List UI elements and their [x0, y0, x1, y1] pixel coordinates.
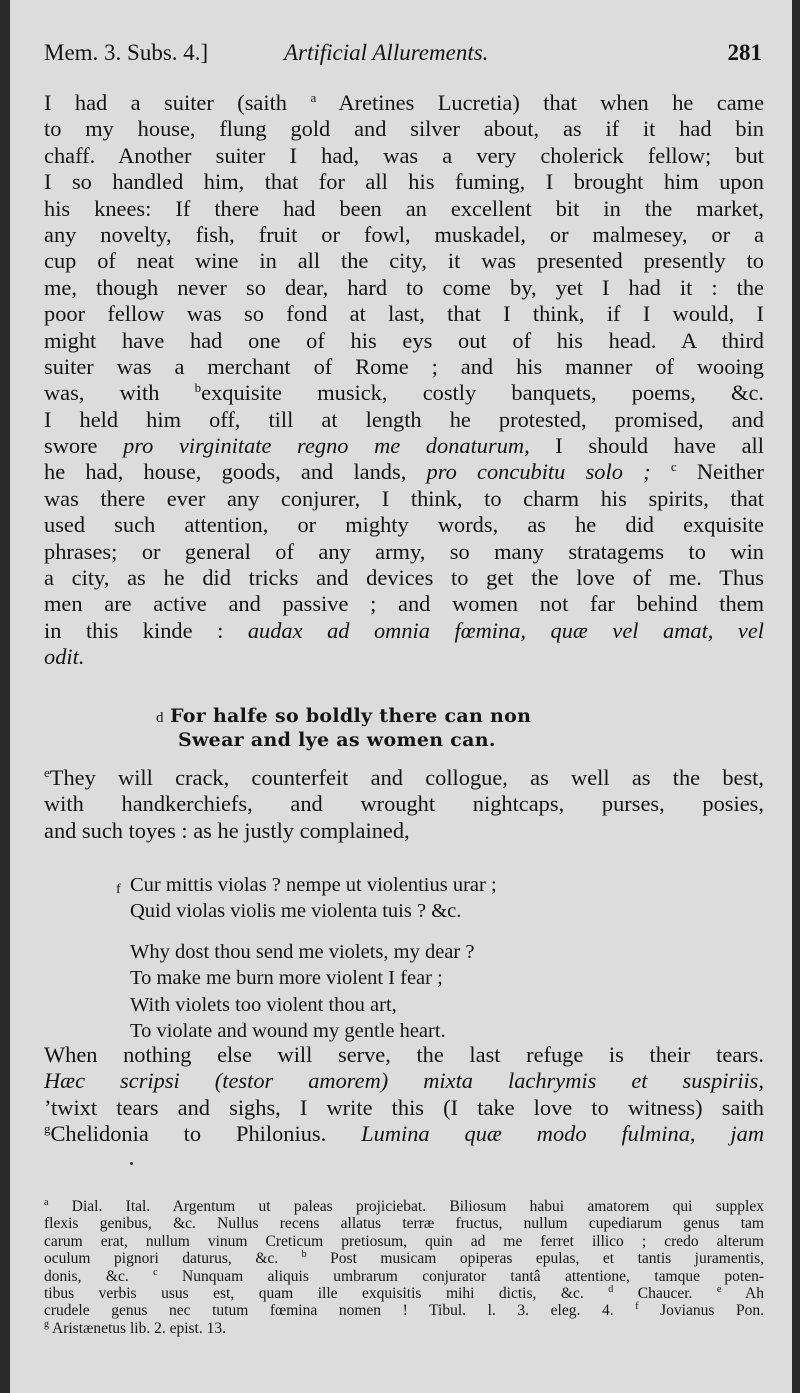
text-run: Chaucer. [613, 1284, 717, 1302]
text-run: was there ever any conjurer, I think, to charm his spirits, that [44, 485, 764, 511]
verse-english-3: With violets too violent thou art, [130, 993, 397, 1016]
footnote-line [44, 1215, 764, 1232]
page-number: 281 [727, 40, 762, 65]
verse-english-4: To violate and wound my gentle heart. [130, 1019, 446, 1042]
footnote-marker: e [44, 765, 50, 780]
text-line [44, 1095, 764, 1121]
text-line [44, 248, 764, 274]
italic-run: Lumina quæ modo fulmina, jam [361, 1121, 764, 1147]
text-run: with handkerchiefs, and wrought nightcaps, purses, posies, [44, 791, 764, 817]
footnote-marker: f [635, 1301, 639, 1313]
footnote-marker: c [670, 459, 677, 475]
text-run: Jovianus Pon. [638, 1302, 764, 1320]
text-run: I had a suiter (saith [44, 90, 311, 115]
verse-latin-1: Cur mittis violas ? nempe ut violentius urar ; [130, 874, 497, 896]
text-run: Neither [676, 459, 764, 485]
blackletter-line-1: For halfe so boldly there can non [170, 705, 532, 727]
text-run: donis, &c. [44, 1267, 154, 1285]
book-page [10, 0, 792, 1393]
text-run: his knees: If there had been an excellent bit in the market, [44, 195, 764, 221]
footnote-marker: b [194, 380, 202, 396]
text-run: I so handled him, that for all his fuming, I brought him upon [44, 169, 764, 195]
text-line [44, 380, 764, 406]
text-line [44, 512, 764, 538]
text-run: and such toyes : as he justly complained, [44, 817, 410, 843]
footnote-line [44, 1320, 764, 1337]
text-run: tibus verbis usus est, quam ille exquisitis mihi dictis, &c. [44, 1284, 609, 1302]
text-run: oculum pignori daturus, &c. [44, 1250, 302, 1268]
text-run: They will crack, counterfeit and collogue, as well as the best, [49, 765, 764, 790]
signature-dot [130, 1162, 133, 1165]
text-line [44, 565, 764, 591]
text-line [44, 222, 764, 248]
footnote-marker: a [44, 1197, 49, 1208]
text-run: poor fellow was so fond at last, that I think, if I would, I [44, 301, 764, 327]
text-line [44, 116, 764, 142]
text-run: phrases; or general of any army, so many stratagems to win [44, 538, 764, 564]
text-line [44, 169, 764, 195]
footnote-line [44, 1268, 764, 1285]
text-run: Nunquam aliquis umbrarum conjurator tantâ attentione, tamque poten- [157, 1267, 764, 1285]
text-run: cup of neat wine in all the city, it was presented presently to [44, 248, 764, 274]
text-line [44, 196, 764, 222]
text-run: me, though never so dear, hard to come by, yet I had it : the [44, 274, 764, 300]
text-run: Aretines Lucretia) that when he came [316, 90, 765, 115]
footnote-line [44, 1198, 764, 1215]
text-run: I held him off, till at length he protested, promised, and [44, 406, 764, 432]
text-line [44, 644, 764, 670]
text-line [44, 486, 764, 512]
section-reference: Mem. 3. Subs. 4.] [44, 40, 209, 65]
body-text-toyes [44, 765, 764, 844]
text-run: men are active and passive ; and women not far behind them [44, 591, 764, 617]
footnote-line [44, 1285, 764, 1302]
running-title: Artificial Allurements. [284, 40, 489, 65]
text-line [44, 591, 764, 617]
italic-run: pro virginitate regno me donaturum, [123, 433, 530, 459]
text-run: might have had one of his eys out of his head. A third [44, 327, 764, 353]
text-run: swore [44, 433, 124, 459]
text-run: Ah [721, 1284, 764, 1302]
footnote-marker-d: d [156, 710, 164, 726]
text-line [44, 1121, 764, 1147]
text-run: Chelidonia to Philonius. [50, 1121, 362, 1147]
footnote-marker: g [44, 1121, 51, 1137]
footnote-marker: e [716, 1283, 722, 1295]
text-run: Post musicam opiperas epulas, et tantis juramentis, [306, 1250, 764, 1268]
body-text-tears [44, 1042, 764, 1148]
text-run: he had, house, goods, and lands, [44, 459, 427, 485]
italic-run: pro concubitu solo ; [426, 459, 651, 485]
footnote-line [44, 1302, 764, 1319]
footnote-line [44, 1233, 764, 1250]
text-run: used such attention, or mighty words, as he did exquisite [44, 512, 764, 538]
text-run: carum erat, nullum vinum Creticum pretiosum, quin ad me ferret illico ; credo alterum [44, 1232, 764, 1250]
text-line [44, 459, 764, 485]
blackletter-line-2: Swear and lye as women can. [178, 729, 496, 751]
italic-run: odit. [44, 644, 85, 670]
running-header [44, 40, 762, 74]
verse-latin-2: Quid violas violis me violenta tuis ? &c. [130, 900, 462, 923]
italic-run: audax ad omnia fœmina, quæ vel amat, vel [247, 617, 765, 643]
text-line [44, 1042, 764, 1068]
text-run: I should have all [529, 433, 764, 459]
text-line [44, 765, 764, 791]
footnote-marker: g [44, 1318, 49, 1330]
text-run: a city, as he did tricks and devices to get the love of me. Thus [44, 565, 764, 591]
text-run: flexis genibus, &c. Nullus recens allatus terræ fructus, nullum cupediarum genus tam [44, 1215, 764, 1233]
text-run: chaff. Another suiter I had, was a very cholerick fellow; but [44, 142, 764, 168]
footnote-marker: a [310, 90, 317, 105]
text-run: When nothing else will serve, the last refuge is their tears. [44, 1042, 764, 1067]
text-line [44, 818, 764, 844]
text-line [44, 433, 764, 459]
text-run: Aristænetus lib. 2. epist. 13. [49, 1319, 226, 1337]
text-run: Dial. Ital. Argentum ut paleas projiciebat. Biliosum habui amatorem qui supplex [48, 1198, 764, 1215]
text-run [651, 459, 671, 484]
text-run: crudele genus nec tutum fœmina nomen ! Tibul. l. 3. eleg. 4. [44, 1302, 636, 1320]
text-line [44, 143, 764, 169]
text-line [44, 791, 764, 817]
text-run: exquisite musick, costly banquets, poems, &c. [201, 380, 764, 406]
text-run: was, with [44, 380, 195, 406]
verse-english-2: To make me burn more violent I fear ; [130, 967, 443, 990]
verse-english-1: Why dost thou send me violets, my dear ? [130, 940, 475, 963]
text-run: in this kinde : [44, 617, 248, 643]
text-line [44, 328, 764, 354]
text-run: suiter was a merchant of Rome ; and his manner of wooing [44, 353, 764, 379]
blackletter-quote [156, 704, 570, 752]
text-line [44, 618, 764, 644]
verse-block [116, 872, 690, 1044]
body-text-main [44, 90, 764, 671]
text-line [44, 407, 764, 433]
text-line [44, 301, 764, 327]
text-run: to my house, flung gold and silver about, as if it had bin [44, 116, 764, 142]
text-line [44, 539, 764, 565]
footnote-marker: b [301, 1249, 307, 1261]
text-line [44, 275, 764, 301]
text-line [44, 354, 764, 380]
footnote-line [44, 1250, 764, 1267]
text-run: ’twixt tears and sighs, I write this (I take love to witness) saith [44, 1094, 764, 1120]
footnote-marker: d [608, 1283, 614, 1295]
footnote-marker: c [153, 1266, 158, 1278]
italic-run: Hæc scripsi (testor amorem) mixta lachrymis et suspiriis, [44, 1068, 764, 1094]
text-line [44, 1068, 764, 1094]
footnote-marker-f: f [116, 882, 121, 897]
text-line [44, 90, 764, 116]
text-run: any novelty, fish, fruit or fowl, muskadel, or malmesey, or a [44, 221, 764, 247]
footnotes [44, 1198, 764, 1337]
